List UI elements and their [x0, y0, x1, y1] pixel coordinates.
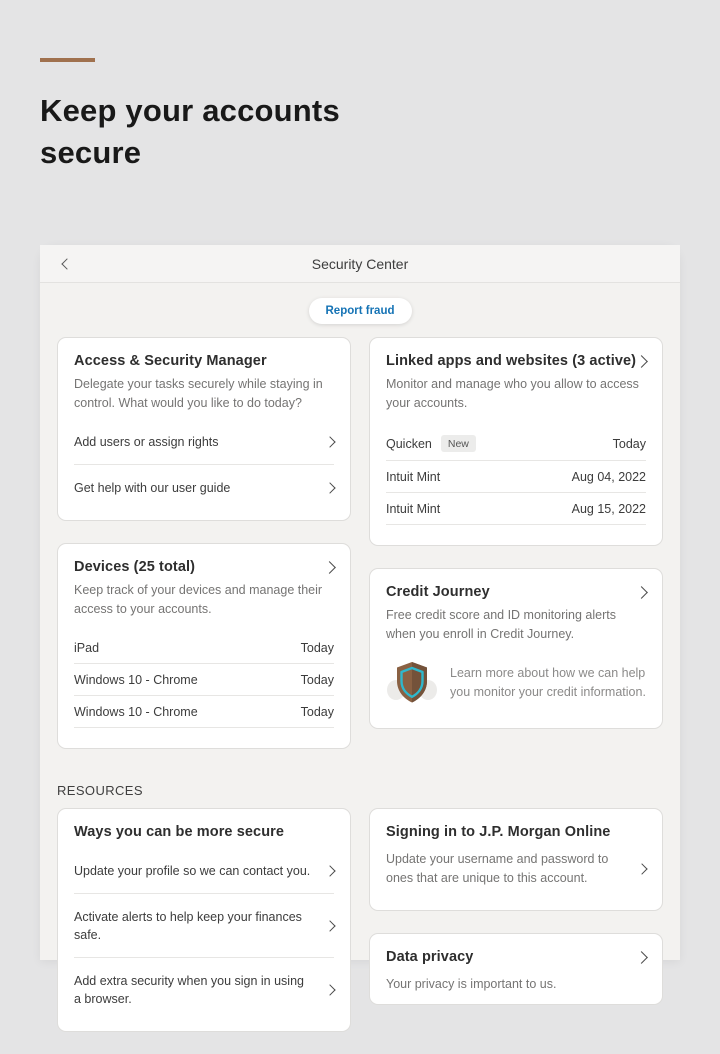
- linked-apps-card: [369, 337, 663, 546]
- card-title: Ways you can be more secure: [74, 824, 285, 840]
- card-description: Free credit score and ID monitoring alerts when you enroll in Credit Journey.: [386, 608, 616, 641]
- device-row[interactable]: [74, 696, 334, 728]
- card-description: Monitor and manage who you allow to access your accounts.: [386, 377, 639, 410]
- chevron-right-icon: [323, 561, 336, 574]
- device-row[interactable]: [74, 664, 334, 696]
- back-button[interactable]: [52, 245, 82, 283]
- app-name: Quicken: [386, 436, 432, 451]
- device-date: Today: [300, 705, 334, 719]
- card-description: Your privacy is important to us.: [386, 977, 557, 991]
- app-name: Intuit Mint: [386, 502, 441, 516]
- chevron-right-icon: [324, 482, 335, 493]
- chevron-right-icon: [635, 951, 648, 964]
- app-date: Today: [612, 436, 646, 451]
- device-name: Windows 10 - Chrome: [74, 673, 198, 687]
- device-date: Today: [300, 673, 334, 687]
- shield-icon: [386, 658, 438, 708]
- link-label: Update your profile so we can contact you.: [74, 864, 311, 878]
- access-security-manager-card: [57, 337, 351, 521]
- add-users-link[interactable]: [74, 419, 334, 464]
- link-label: Get help with our user guide: [74, 481, 231, 495]
- data-privacy-card[interactable]: [369, 933, 663, 1005]
- link-label: Activate alerts to help keep your finances safe.: [74, 910, 302, 942]
- resources-right-column: [369, 808, 663, 1054]
- chevron-right-icon: [635, 586, 648, 599]
- linked-app-rows: [386, 426, 646, 525]
- hero-section: [0, 0, 720, 174]
- credit-journey-header[interactable]: [386, 584, 646, 600]
- device-rows: [74, 632, 334, 728]
- resources-left-column: [57, 808, 351, 1054]
- card-title: Credit Journey: [386, 584, 490, 600]
- credit-promo-row: [386, 658, 646, 708]
- accent-line: [40, 58, 95, 62]
- card-title: Access & Security Manager: [74, 353, 267, 369]
- link-label: Add extra security when you sign in using a browser.: [74, 974, 304, 1006]
- extra-security-link[interactable]: [74, 958, 334, 1021]
- card-title: Devices (25 total): [74, 559, 196, 575]
- linked-app-row[interactable]: [386, 493, 646, 525]
- panel-header: [40, 245, 680, 283]
- linked-app-row[interactable]: [386, 426, 646, 461]
- chevron-right-icon: [324, 984, 335, 995]
- signing-in-body: [386, 850, 646, 888]
- user-guide-link[interactable]: [74, 465, 334, 510]
- app-name-wrap: [386, 435, 476, 452]
- cards-grid: [40, 337, 680, 771]
- link-label: Add users or assign rights: [74, 435, 219, 449]
- device-date: Today: [300, 641, 334, 655]
- security-center-panel: [40, 245, 680, 1006]
- app-date: Aug 04, 2022: [571, 470, 646, 484]
- panel-title: Security Center: [311, 255, 409, 272]
- resources-grid: [40, 808, 680, 1054]
- device-name: Windows 10 - Chrome: [74, 705, 198, 719]
- chevron-right-icon: [324, 436, 335, 447]
- device-row[interactable]: [74, 632, 334, 664]
- chevron-right-icon: [635, 355, 648, 368]
- chevron-right-icon: [324, 920, 335, 931]
- credit-journey-card: [369, 568, 663, 729]
- linked-app-row[interactable]: [386, 461, 646, 493]
- card-description: Delegate your tasks securely while staying in control. What would you like to do today?: [74, 377, 323, 410]
- devices-header[interactable]: [74, 559, 334, 575]
- right-column: [369, 337, 663, 771]
- page-title: Keep your accounts secure: [40, 93, 340, 170]
- card-description: Update your username and password to ones that are unique to this account.: [386, 852, 609, 885]
- activate-alerts-link[interactable]: [74, 894, 334, 957]
- card-title: Data privacy: [386, 949, 474, 965]
- card-title: Linked apps and websites (3 active): [386, 353, 637, 369]
- report-fraud-button[interactable]: Report fraud: [309, 298, 412, 324]
- chevron-left-icon: [61, 258, 72, 269]
- chevron-right-icon: [636, 863, 647, 874]
- update-profile-link[interactable]: [74, 848, 334, 893]
- linked-apps-header[interactable]: [386, 353, 646, 369]
- devices-card: [57, 543, 351, 749]
- data-privacy-header: [386, 949, 646, 965]
- new-badge: New: [441, 435, 476, 452]
- credit-promo-text: Learn more about how we can help you monitor your credit information.: [450, 666, 646, 699]
- report-fraud-wrap: [40, 298, 680, 324]
- signing-in-card[interactable]: [369, 808, 663, 911]
- ways-secure-card: [57, 808, 351, 1032]
- chevron-right-icon: [324, 865, 335, 876]
- resources-label: RESOURCES: [57, 783, 143, 798]
- app-date: Aug 15, 2022: [571, 502, 646, 516]
- device-name: iPad: [74, 641, 100, 655]
- app-name: Intuit Mint: [386, 470, 441, 484]
- card-title: Signing in to J.P. Morgan Online: [386, 824, 611, 840]
- card-description: Keep track of your devices and manage their access to your accounts.: [74, 583, 323, 616]
- left-column: [57, 337, 351, 771]
